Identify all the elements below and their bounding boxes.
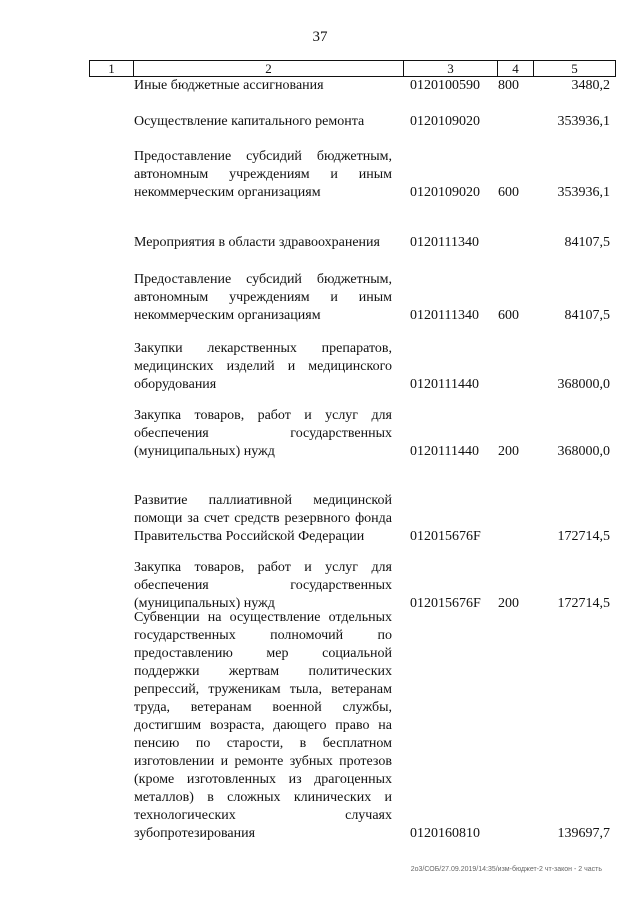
table-row [134,112,610,131]
row-name: Предоставление субсидий бюджетным, автономным учреждениям и иным некоммерческим организациям [134,272,392,323]
row-name: Мероприятия в области здравоохранения [134,235,380,250]
table-row [134,76,610,95]
table-row [134,474,610,546]
table-row [134,148,610,202]
table-row [134,407,610,461]
row-amount: 84107,5 [564,235,610,250]
row-code: 0120111340 [410,235,479,250]
row-code: 0120111340 [410,308,479,323]
page-number: 37 [312,29,328,45]
row-code: 0120100590 [410,78,480,93]
header-col-4: 4 [498,61,534,76]
row-name: Субвенции на осуществление отдельных государственных полномочий по предоставлению мер социальной поддержки жертвам политических репрессий, труженикам тыла, ветеранам труда, ветеранам военной службы, достигшим возраста, дающего право на пенсию по старости, в бесплатном изготовлении и ремонте зубных протезов (кроме изготовленных из драгоценных металлов) в сложных клинических и технологических случаях зубопротезирования [134,610,392,841]
row-code: 0120109020 [410,185,480,200]
row-amount: 353936,1 [557,114,610,129]
table-row [134,340,610,394]
row-amount: 139697,7 [557,826,610,841]
row-type: 200 [498,444,519,459]
row-code: 0120111440 [410,444,479,459]
table-header [89,60,616,77]
table-row [134,559,610,613]
row-code: 0120160810 [410,826,480,841]
row-amount: 3480,2 [571,78,610,93]
header-col-5: 5 [571,61,578,76]
row-type: 600 [498,308,519,323]
row-code: 012015676F [410,529,481,544]
header-col-1: 1 [90,61,134,76]
row-amount: 368000,0 [557,444,610,459]
table-row [134,216,610,252]
row-amount: 368000,0 [557,377,610,392]
row-type: 600 [498,185,519,200]
row-name: Иные бюджетные ассигнования [134,78,324,93]
row-name: Закупка товаров, работ и услуг для обеспечения государственных (муниципальных) нужд [134,408,392,459]
row-name: Осуществление капитального ремонта [134,114,365,129]
row-code: 0120111440 [410,377,479,392]
table-row [134,271,610,325]
row-amount: 353936,1 [557,185,610,200]
header-col-3: 3 [404,61,498,76]
header-col-2: 2 [134,61,404,76]
row-amount: 172714,5 [557,529,610,544]
footer-stamp: 2o3/СОБ/27.09.2019/14:35/изм-бюджет-2 чт-закон - 2 часть [410,866,602,873]
row-name: Закупка товаров, работ и услуг для обеспечения государственных (муниципальных) нужд [134,560,392,611]
table-row [134,610,610,843]
row-code: 0120109020 [410,114,480,129]
row-type: 800 [498,78,519,93]
row-name: Развитие паллиативной медицинской помощи за счет средств резервного фонда Правительства Российской Федерации [134,493,392,544]
row-amount: 84107,5 [564,308,610,323]
row-code: 012015676F [410,596,481,611]
row-name: Предоставление субсидий бюджетным, автономным учреждениям и иным некоммерческим организациям [134,149,392,200]
row-type: 200 [498,596,519,611]
row-name: Закупки лекарственных препаратов, медицинских изделий и медицинского оборудования [134,341,392,392]
row-amount: 172714,5 [557,596,610,611]
